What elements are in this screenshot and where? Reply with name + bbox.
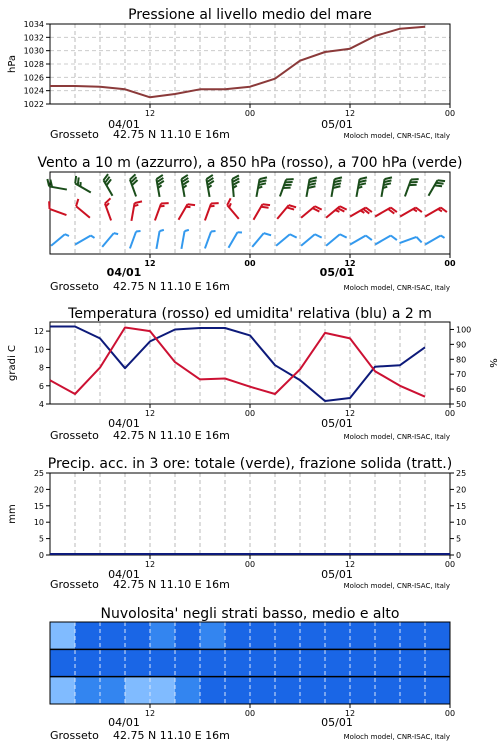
wind-barb-700hpa	[232, 175, 241, 197]
x-tick-label: 00	[244, 109, 256, 118]
y-tick-label: 6	[38, 381, 44, 391]
wind-barb-10m	[350, 234, 372, 251]
wind-barb-850hpa	[301, 204, 322, 223]
cloud-cell-basso	[425, 677, 451, 704]
temperature-line	[50, 328, 425, 397]
cloud-cell-medio	[375, 649, 401, 676]
y-tick-label: 8	[38, 363, 44, 373]
wind-barb-10m	[301, 232, 322, 251]
cloud-cell-medio	[100, 649, 126, 676]
x-tick-label: 12	[144, 109, 156, 118]
cloud-cell-basso	[300, 677, 326, 704]
wind-barb-700hpa	[156, 175, 167, 197]
date-label: 05/01	[321, 568, 353, 581]
y-tick-label: 60	[456, 385, 467, 395]
station-coords: 42.75 N 11.10 E 16m	[113, 280, 230, 293]
cloud-cell-alto	[125, 622, 151, 649]
cloud-cell-medio	[250, 649, 276, 676]
date-label: 04/01	[108, 568, 140, 581]
wind-barb-850hpa	[205, 201, 219, 223]
cloud-cell-basso	[325, 677, 351, 704]
cloud-cell-alto	[250, 622, 276, 649]
wind-barb-700hpa	[206, 175, 217, 197]
cloud-cell-basso	[400, 677, 426, 704]
cloud-cell-medio	[300, 649, 326, 676]
plot-frame	[50, 322, 450, 404]
y-tick-label: 1030	[23, 46, 44, 56]
x-tick-label: 12	[344, 409, 356, 418]
x-tick-label: 00	[444, 109, 456, 118]
y-tick-label: 25	[456, 469, 467, 478]
date-label: 05/01	[321, 417, 353, 430]
cloud-cell-basso	[150, 677, 176, 704]
y-tick-label: 20	[33, 485, 44, 495]
cloud-cell-alto	[425, 622, 451, 649]
y-tick-label: 1032	[23, 33, 44, 43]
y-tick-label: 20	[456, 485, 467, 495]
wind-barb-700hpa	[256, 176, 267, 198]
station-name: Grosseto	[50, 729, 99, 742]
model-source: Moloch model, CNR-ISAC, Italy	[343, 733, 450, 741]
y-axis-label-right: %	[487, 358, 498, 368]
y-tick-label: 0	[38, 551, 44, 560]
station-coords: 42.75 N 11.10 E 16m	[113, 729, 230, 742]
wind-barb-700hpa	[306, 176, 317, 198]
y-axis-label: hPa	[7, 54, 18, 74]
y-tick-label: 10	[456, 518, 467, 528]
x-tick-label: 12	[144, 409, 156, 418]
y-tick-label: 70	[456, 370, 467, 380]
station-name: Grosseto	[50, 128, 99, 141]
cloud-cell-basso	[350, 677, 376, 704]
cloud-cell-basso	[125, 677, 151, 704]
y-tick-label: 5	[456, 534, 462, 544]
wind-barb-10m	[425, 235, 444, 248]
wind-barb-850hpa	[375, 206, 397, 223]
date-label: 05/01	[321, 118, 353, 131]
cloud-cell-basso	[50, 677, 76, 704]
wind-barb-700hpa	[429, 178, 446, 200]
cloud-cell-alto	[300, 622, 326, 649]
wind-barb-10m	[276, 232, 297, 251]
wind-barb-850hpa	[277, 203, 296, 224]
wind-barb-10m	[375, 234, 397, 251]
cloud-cell-basso	[250, 677, 276, 704]
cloud-cell-alto	[225, 622, 251, 649]
date-label: 04/01	[108, 417, 140, 430]
cloud-cell-alto	[100, 622, 126, 649]
x-tick-label: 00	[444, 709, 456, 718]
cloud-cell-medio	[200, 649, 226, 676]
x-tick-label: 12	[344, 560, 356, 569]
x-tick-label: 12	[144, 560, 156, 569]
wind-barb-850hpa	[254, 202, 271, 224]
model-source: Moloch model, CNR-ISAC, Italy	[343, 132, 450, 140]
y-tick-label: 1024	[23, 86, 44, 96]
x-tick-label: 12	[144, 709, 156, 718]
y-tick-label: 100	[456, 325, 472, 335]
y-tick-label: 0	[456, 551, 462, 560]
cloud-cell-alto	[275, 622, 301, 649]
date-label: 04/01	[106, 266, 142, 279]
wind-barb-10m	[75, 235, 94, 248]
panel-title: Nuvolosita' negli strati basso, medio e alto	[100, 606, 400, 622]
y-axis-label: mm	[7, 504, 18, 524]
wind-barb-10m	[156, 229, 163, 249]
wind-barb-700hpa	[129, 174, 143, 196]
y-tick-label: 25	[33, 469, 44, 478]
cloud-cell-alto	[400, 622, 426, 649]
cloud-cell-basso	[375, 677, 401, 704]
panel-title: Vento a 10 m (azzurro), a 850 hPa (rosso), a 700 hPa (verde)	[37, 155, 463, 171]
y-tick-label: 1034	[23, 20, 44, 29]
x-tick-label: 12	[344, 709, 356, 718]
panel-title: Pressione al livello medio del mare	[128, 7, 372, 23]
cloud-cell-medio	[75, 649, 101, 676]
cloud-cell-medio	[350, 649, 376, 676]
y-tick-label: 1022	[23, 100, 44, 109]
model-source: Moloch model, CNR-ISAC, Italy	[343, 433, 450, 441]
y-tick-label: 4	[38, 400, 44, 409]
y-tick-label: 50	[456, 400, 467, 409]
wind-barb-10m	[130, 230, 141, 250]
cloud-cell-medio	[400, 649, 426, 676]
x-tick-label: 00	[444, 259, 456, 268]
x-tick-label: 00	[444, 409, 456, 418]
y-tick-label: 10	[33, 345, 44, 355]
y-axis-label: gradi C	[7, 345, 18, 381]
x-tick-label: 12	[144, 259, 156, 268]
station-name: Grosseto	[50, 429, 99, 442]
date-label: 04/01	[108, 716, 140, 729]
station-coords: 42.75 N 11.10 E 16m	[113, 429, 230, 442]
cloud-cell-alto	[375, 622, 401, 649]
y-tick-label: 80	[456, 355, 467, 365]
wind-barb-700hpa	[331, 176, 342, 198]
cloud-cell-medio	[50, 649, 76, 676]
y-tick-label: 90	[456, 340, 467, 350]
cloud-cell-basso	[100, 677, 126, 704]
wind-barb-700hpa	[46, 179, 68, 190]
cloud-cell-alto	[325, 622, 351, 649]
cloud-cell-medio	[125, 649, 151, 676]
y-tick-label: 5	[38, 534, 44, 544]
x-tick-label: 12	[344, 109, 356, 118]
station-name: Grosseto	[50, 578, 99, 591]
x-tick-label: 00	[244, 259, 256, 268]
cloud-cell-alto	[200, 622, 226, 649]
x-tick-label: 00	[244, 409, 256, 418]
date-label: 05/01	[321, 716, 353, 729]
wind-barb-700hpa	[356, 176, 367, 198]
cloud-cell-medio	[325, 649, 351, 676]
station-coords: 42.75 N 11.10 E 16m	[113, 128, 230, 141]
cloud-cell-medio	[150, 649, 176, 676]
x-tick-label: 00	[244, 560, 256, 569]
wind-barb-10m	[252, 231, 271, 252]
wind-barb-700hpa	[73, 176, 95, 193]
wind-barb-850hpa	[104, 198, 118, 220]
wind-barb-10m	[400, 236, 422, 250]
cloud-cell-alto	[175, 622, 201, 649]
cloud-cell-alto	[350, 622, 376, 649]
date-label: 04/01	[108, 118, 140, 131]
wind-barb-10m	[102, 232, 118, 250]
wind-barb-850hpa	[425, 206, 447, 223]
cloud-cell-alto	[75, 622, 101, 649]
cloud-cell-medio	[225, 649, 251, 676]
wind-barb-850hpa	[155, 201, 169, 223]
wind-barb-700hpa	[405, 177, 419, 199]
cloud-cell-basso	[275, 677, 301, 704]
date-label: 05/01	[319, 266, 355, 279]
cloud-cell-alto	[50, 622, 76, 649]
cloud-cell-basso	[75, 677, 101, 704]
wind-barb-850hpa	[350, 206, 372, 223]
cloud-cell-basso	[225, 677, 251, 704]
station-name: Grosseto	[50, 280, 99, 293]
panel-title: Precip. acc. in 3 ore: totale (verde), frazione solida (tratt.)	[47, 456, 453, 472]
wind-barb-850hpa	[74, 199, 95, 218]
x-tick-label: 00	[244, 709, 256, 718]
wind-barb-850hpa	[225, 198, 244, 219]
wind-barb-850hpa	[400, 206, 422, 223]
x-tick-label: 12	[344, 259, 356, 268]
y-tick-label: 10	[33, 518, 44, 528]
model-source: Moloch model, CNR-ISAC, Italy	[343, 284, 450, 292]
wind-barb-850hpa	[131, 200, 142, 222]
wind-barb-700hpa	[181, 175, 192, 197]
cloud-cell-basso	[175, 677, 201, 704]
wind-barb-850hpa	[179, 202, 196, 224]
y-tick-label: 1026	[23, 73, 44, 83]
plot-frame	[50, 473, 450, 555]
wind-barb-850hpa	[326, 204, 347, 223]
wind-barb-700hpa	[280, 177, 294, 199]
wind-barb-10m	[51, 233, 69, 249]
y-tick-label: 12	[33, 327, 44, 337]
cloud-cell-medio	[275, 649, 301, 676]
station-coords: 42.75 N 11.10 E 16m	[113, 578, 230, 591]
cloud-cell-alto	[150, 622, 176, 649]
wind-barb-10m	[205, 230, 216, 250]
wind-barb-700hpa	[102, 174, 119, 196]
y-tick-label: 1028	[23, 60, 44, 69]
panel-title: Temperatura (rosso) ed umidita' relativa (blu) a 2 m	[68, 306, 432, 322]
y-tick-label: 15	[33, 501, 44, 511]
wind-barb-700hpa	[381, 176, 392, 198]
cloud-cell-basso	[200, 677, 226, 704]
x-tick-label: 00	[444, 560, 456, 569]
wind-barb-10m	[229, 230, 242, 249]
wind-barb-10m	[326, 232, 347, 251]
y-tick-label: 15	[456, 501, 467, 511]
cloud-cell-medio	[175, 649, 201, 676]
cloud-cell-medio	[425, 649, 451, 676]
model-source: Moloch model, CNR-ISAC, Italy	[343, 582, 450, 590]
wind-barb-10m	[181, 229, 188, 249]
